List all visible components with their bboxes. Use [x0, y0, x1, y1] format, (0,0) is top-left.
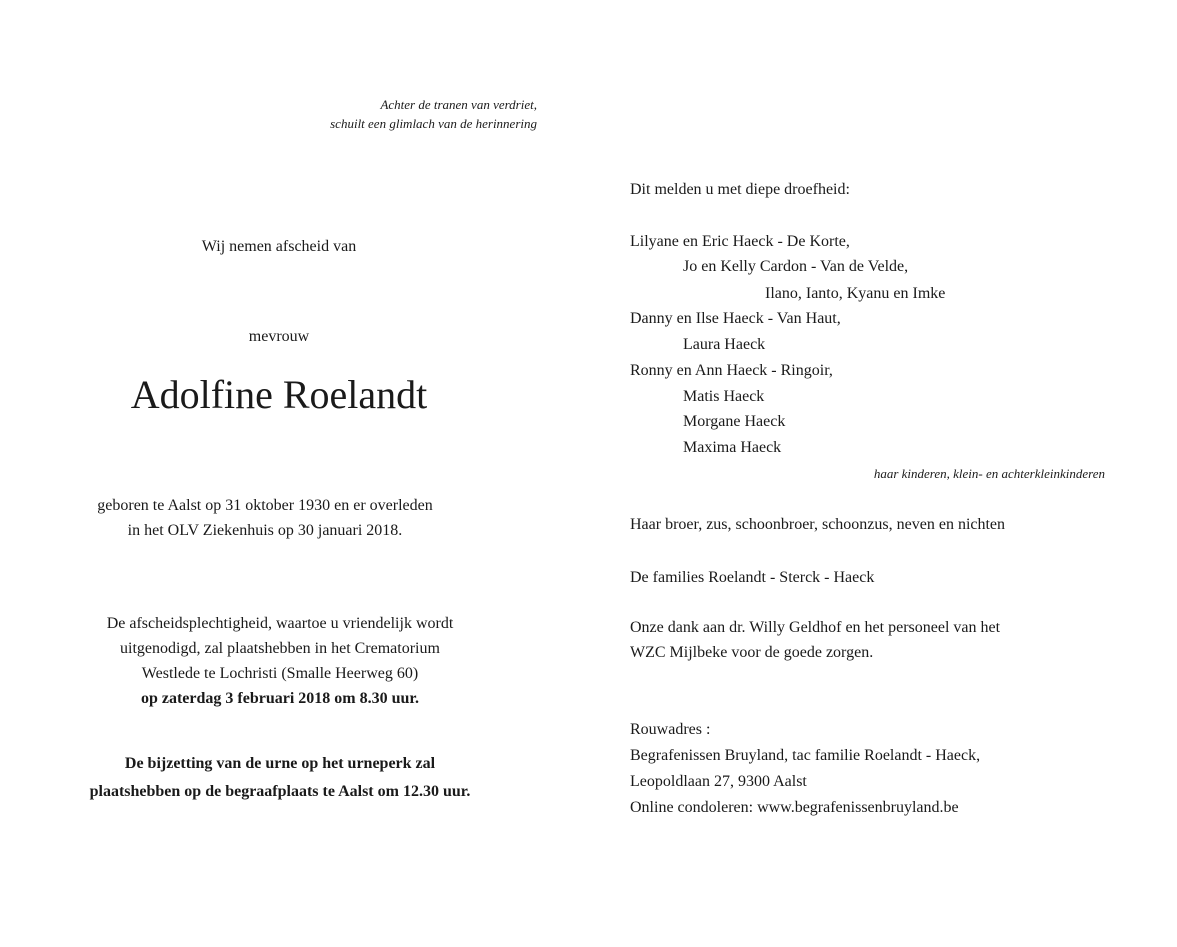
- family-line: Ronny en Ann Haeck - Ringoir,: [630, 362, 833, 379]
- family-line: Morgane Haeck: [683, 413, 786, 430]
- family-caption: haar kinderen, klein- en achterkleinkinderen: [873, 466, 1105, 481]
- ceremony-line-3: Westlede te Lochristi (Smalle Heerweg 60): [141, 665, 419, 682]
- quote-line-2: schuilt een glimlach van de herinnering: [330, 116, 537, 131]
- born-died-text: [0, 493, 530, 543]
- title-mevrouw: mevrouw: [248, 328, 310, 345]
- born-died-line-1: geboren te Aalst op 31 oktober 1930 en er overleden: [97, 497, 433, 514]
- born-died-line-2: in het OLV Ziekenhuis op 30 januari 2018.: [127, 522, 403, 539]
- thanks-text: [630, 615, 1000, 665]
- burial-text: [0, 750, 560, 806]
- thanks-line-2: WZC Mijlbeke voor de goede zorgen.: [630, 644, 874, 661]
- family-line: Laura Haeck: [683, 336, 766, 353]
- address-block: [630, 717, 980, 821]
- ceremony-text: [0, 611, 560, 711]
- address-line-1: Begrafenissen Bruyland, tac familie Roelandt - Haeck,: [630, 747, 981, 764]
- thanks-line-1: Onze dank aan dr. Willy Geldhof en het personeel van het: [630, 619, 1001, 636]
- burial-line-1: De bijzetting van de urne op het urneperk zal: [124, 755, 436, 772]
- family-line: Jo en Kelly Cardon - Van de Velde,: [683, 258, 909, 275]
- ceremony-line-1: De afscheidsplechtigheid, waartoe u vriendelijk wordt: [106, 615, 454, 632]
- address-label: Rouwadres :: [630, 721, 711, 738]
- family-line: Matis Haeck: [683, 388, 765, 405]
- farewell-intro: Wij nemen afscheid van: [201, 238, 357, 255]
- families-line: De families Roelandt - Sterck - Haeck: [630, 569, 875, 586]
- family-line: Lilyane en Eric Haeck - De Korte,: [630, 233, 850, 250]
- family-line: Danny en Ilse Haeck - Van Haut,: [630, 310, 841, 327]
- quote-line-1: Achter de tranen van verdriet,: [380, 97, 537, 112]
- family-line: Maxima Haeck: [683, 439, 782, 456]
- memorial-quote: [330, 95, 537, 133]
- ceremony-line-2: uitgenodigd, zal plaatshebben in het Crematorium: [120, 640, 440, 657]
- deceased-name: Adolfine Roelandt: [130, 372, 428, 417]
- announcement: Dit melden u met diepe droefheid:: [630, 181, 850, 198]
- family-line: Ilano, Ianto, Kyanu en Imke: [765, 285, 946, 302]
- ceremony-date: op zaterdag 3 februari 2018 om 8.30 uur.: [140, 690, 420, 707]
- address-line-2: Leopoldlaan 27, 9300 Aalst: [630, 773, 807, 790]
- burial-line-2: plaatshebben op de begraafplaats te Aalst om 12.30 uur.: [89, 783, 471, 800]
- siblings-line: Haar broer, zus, schoonbroer, schoonzus, neven en nichten: [630, 516, 1006, 533]
- online-condolence: Online condoleren: www.begrafenissenbruyland.be: [630, 799, 959, 816]
